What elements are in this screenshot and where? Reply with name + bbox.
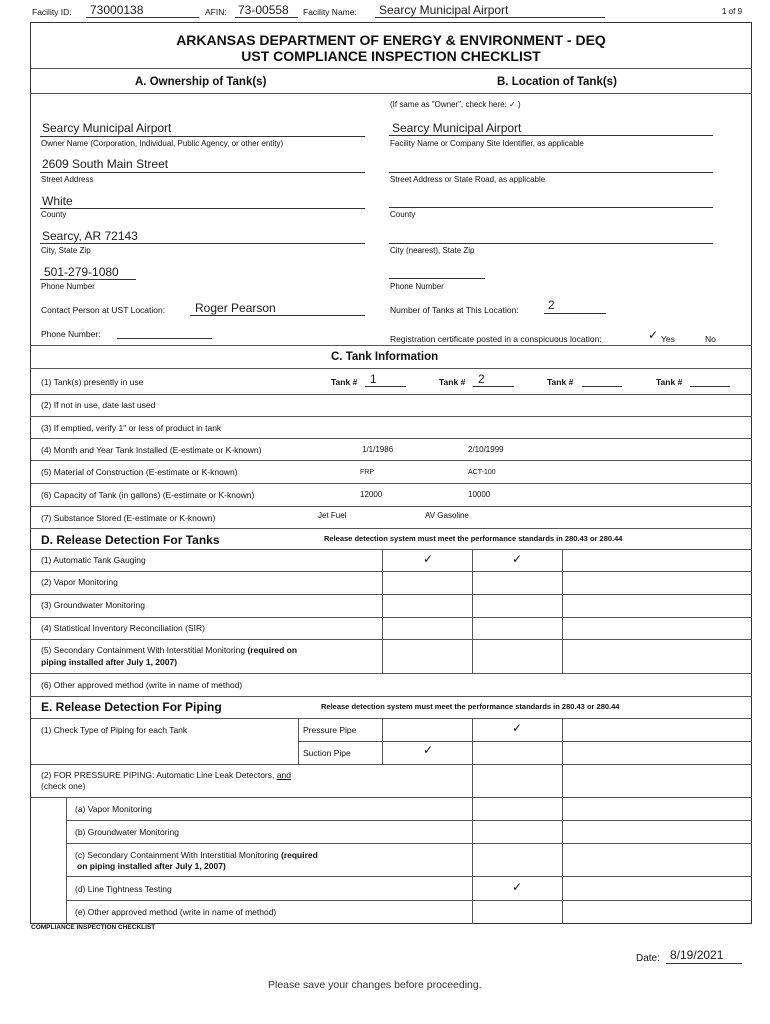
piping-type-label: (1) Check Type of Piping for each Tank (41, 725, 188, 735)
section-d-note: Release detection system must meet the performance standards in 280.43 or 280.44 (324, 534, 623, 543)
piping-vapor: (a) Vapor Monitoring (75, 804, 152, 814)
tank-row-substance: (7) Substance Stored (E-estimate or K-known) (41, 513, 216, 523)
section-d-heading: D. Release Detection For Tanks (41, 533, 220, 547)
owner-name-label: Owner Name (Corporation, Individual, Public Agency, or other entity) (41, 139, 284, 148)
tank-row-date-last-used: (2) If not in use, date last used (41, 400, 156, 410)
tank-1-header: Tank # (331, 377, 358, 387)
tank-3-number[interactable] (582, 386, 622, 387)
registration-yes-check[interactable]: ✓ (648, 328, 659, 342)
same-as-owner-note[interactable]: (If same as "Owner", check here: ✓ ) (390, 100, 521, 109)
tank-1-installed[interactable]: 1/1/1986 (362, 445, 394, 454)
section-b-heading: B. Location of Tank(s) (497, 76, 617, 88)
tank-3-header: Tank # (547, 377, 574, 387)
owner-phone-label: Phone Number (41, 282, 95, 291)
location-phone-label: Phone Number (390, 282, 444, 291)
registration-no-label[interactable]: No (705, 334, 716, 344)
footer-form-name: COMPLIANCE INSPECTION CHECKLIST (31, 924, 156, 931)
owner-city[interactable]: Searcy, AR 72143 (42, 229, 138, 243)
page-title: ARKANSAS DEPARTMENT OF ENERGY & ENVIRONMENT - DEQ (176, 32, 606, 48)
piping-secondary: (c) Secondary Containment With Interstitial Monitoring (required (75, 850, 318, 860)
page-number: 1 of 9 (722, 7, 743, 16)
location-facility-name[interactable]: Searcy Municipal Airport (392, 121, 522, 135)
atg-tank-1-check[interactable]: ✓ (423, 552, 434, 566)
owner-county-label: County (41, 210, 67, 219)
detection-other: (6) Other approved method (write in name of method) (41, 680, 243, 690)
registration-yes-label: Yes (661, 334, 675, 344)
detection-groundwater: (3) Groundwater Monitoring (41, 600, 145, 610)
owner-county[interactable]: White (42, 194, 73, 208)
tank-1-material[interactable]: FRP (360, 469, 374, 476)
tank-row-material: (5) Material of Construction (E-estimate or K-known) (41, 467, 238, 477)
facility-name-label: Facility Name: (303, 7, 357, 17)
facility-name-value[interactable]: Searcy Municipal Airport (379, 3, 509, 17)
number-of-tanks[interactable]: 2 (548, 298, 555, 312)
owner-name[interactable]: Searcy Municipal Airport (42, 121, 172, 135)
afin-value[interactable]: 73-00558 (238, 3, 289, 17)
tank-2-substance[interactable]: AV Gasoline (425, 511, 469, 520)
location-city-label: City (nearest), State Zip (390, 246, 475, 255)
contact-phone-label: Phone Number: (41, 329, 101, 339)
location-phone-field[interactable] (389, 278, 485, 279)
section-e-note: Release detection system must meet the performance standards in 280.43 or 280.44 (321, 702, 620, 711)
tank-row-emptied: (3) If emptied, verify 1" or less of product in tank (41, 423, 222, 433)
piping-secondary-note: on piping installed after July 1, 2007) (77, 861, 226, 871)
tank-1-number[interactable]: 1 (370, 372, 377, 386)
tank-1-capacity[interactable]: 12000 (360, 490, 383, 499)
location-county-label: County (390, 210, 416, 219)
section-e-heading: E. Release Detection For Piping (41, 700, 222, 714)
piping-other: (e) Other approved method (write in name of method) (75, 907, 277, 917)
atg-tank-2-check[interactable]: ✓ (512, 552, 523, 566)
owner-phone[interactable]: 501-279-1080 (44, 265, 119, 279)
suction-pipe-tank-1-check[interactable]: ✓ (423, 743, 434, 757)
detection-secondary-note: piping installed after July 1, 2007) (41, 657, 178, 667)
tank-2-installed[interactable]: 2/10/1999 (468, 445, 504, 454)
afin-label: AFIN: (205, 7, 227, 17)
contact-phone-field[interactable] (117, 338, 212, 339)
inspection-date[interactable]: 8/19/2021 (670, 948, 724, 962)
detection-sir: (4) Statistical Inventory Reconciliation (SIR) (41, 623, 205, 633)
owner-street-label: Street Address (41, 175, 94, 184)
contact-person-label: Contact Person at UST Location: (41, 305, 166, 315)
location-city-field[interactable] (389, 243, 713, 244)
pressure-pipe-label: Pressure Pipe (303, 725, 357, 735)
tank-row-installed: (4) Month and Year Tank Installed (E-estimate or K-known) (41, 445, 262, 455)
owner-city-label: City, State Zip (41, 246, 91, 255)
pressure-piping-note: (2) FOR PRESSURE PIPING: Automatic Line Leak Detectors, and (41, 770, 291, 780)
tank-2-capacity[interactable]: 10000 (468, 490, 491, 499)
suction-pipe-label: Suction Pipe (303, 748, 351, 758)
pressure-piping-check-one: (check one) (41, 781, 86, 791)
facility-id-value[interactable]: 73000138 (90, 3, 144, 17)
tank-row-in-use: (1) Tank(s) presently in use (41, 377, 144, 387)
tank-2-header: Tank # (439, 377, 466, 387)
detection-vapor: (2) Vapor Monitoring (41, 577, 118, 587)
facility-id-label: Facility ID: (32, 7, 72, 17)
detection-atg: (1) Automatic Tank Gauging (41, 555, 146, 565)
registration-label: Registration certificate posted in a conspicuous location: (390, 334, 602, 344)
tank-row-capacity: (6) Capacity of Tank (in gallons) (E-estimate or K-known) (41, 490, 255, 500)
location-street-field[interactable] (389, 172, 713, 173)
piping-groundwater: (b) Groundwater Monitoring (75, 827, 179, 837)
number-of-tanks-label: Number of Tanks at This Location: (390, 305, 519, 315)
section-c-heading: C. Tank Information (331, 351, 439, 363)
piping-line-tightness: (d) Line Tightness Testing (75, 884, 172, 894)
contact-person[interactable]: Roger Pearson (195, 301, 276, 315)
section-a-heading: A. Ownership of Tank(s) (135, 76, 267, 88)
tank-2-material[interactable]: ACT-100 (468, 469, 496, 476)
owner-street[interactable]: 2609 South Main Street (42, 157, 169, 171)
location-street-label: Street Address or State Road, as applicable (390, 175, 546, 184)
page-subtitle: UST COMPLIANCE INSPECTION CHECKLIST (241, 48, 541, 64)
line-tightness-tank-2-check[interactable]: ✓ (512, 880, 523, 894)
location-facility-label: Facility Name or Company Site Identifier, as applicable (390, 139, 584, 148)
pressure-pipe-tank-2-check[interactable]: ✓ (512, 721, 523, 735)
save-changes-note: Please save your changes before proceeding. (268, 979, 482, 991)
detection-secondary: (5) Secondary Containment With Interstitial Monitoring (required on (41, 645, 298, 655)
tank-4-number[interactable] (690, 386, 730, 387)
tank-4-header: Tank # (656, 377, 683, 387)
tank-2-number[interactable]: 2 (478, 372, 485, 386)
location-county-field[interactable] (389, 207, 713, 208)
tank-1-substance[interactable]: Jet Fuel (318, 511, 347, 520)
date-label: Date: (636, 953, 660, 964)
